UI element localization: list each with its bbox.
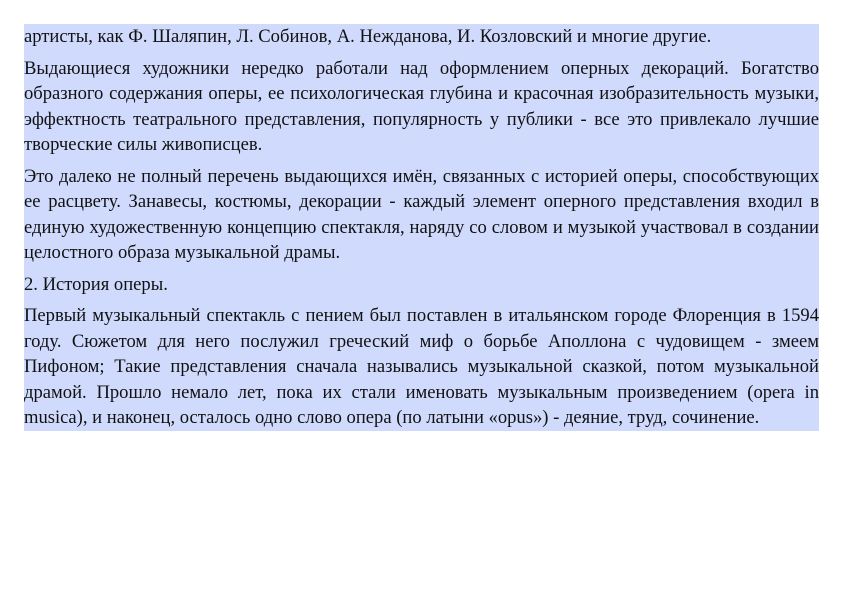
paragraph-names: Это далеко не полный перечень выдающихся имён, связанных с историей оперы, способствующих ее расцвету. Занавесы, костюмы, декорации - каждый элемент оперного представления входил в единую художественную концепцию спектакля, наряду со словом и музыкой участвовал в создании целостного образа музыкальной драмы. xyxy=(24,165,819,263)
paragraph-artists: Выдающиеся художники нередко работали над оформлением оперных декораций. Богатство образного содержания оперы, ее психологическая глубина и красочная изобразительность музыки, эффектность театрального представления, популярность у публики - все это привлекало лучшие творческие силы живописцев. xyxy=(24,57,819,155)
paragraph-continuation: артисты, как Ф. Шаляпин, Л. Собинов, А. Нежданова, И. Козловский и многие другие. xyxy=(24,26,712,47)
section-heading: 2. История оперы. xyxy=(24,273,168,295)
text-block xyxy=(24,24,819,431)
paragraph-history: Первый музыкальный спектакль с пением был поставлен в итальянском городе Флоренция в 1594 году. Сюжетом для него послужил греческий миф о борьбе Аполлона с чудовищем - змеем Пифоном; Такие представления сначала назывались музыкальной сказкой, потом музыкальной драмой. Прошло немало лет, пока их стали именовать музыкальным произведением (opera in musica), и наконец, осталось одно слово опера (по латыни «opus») - деяние, труд, сочинение. xyxy=(24,305,819,428)
